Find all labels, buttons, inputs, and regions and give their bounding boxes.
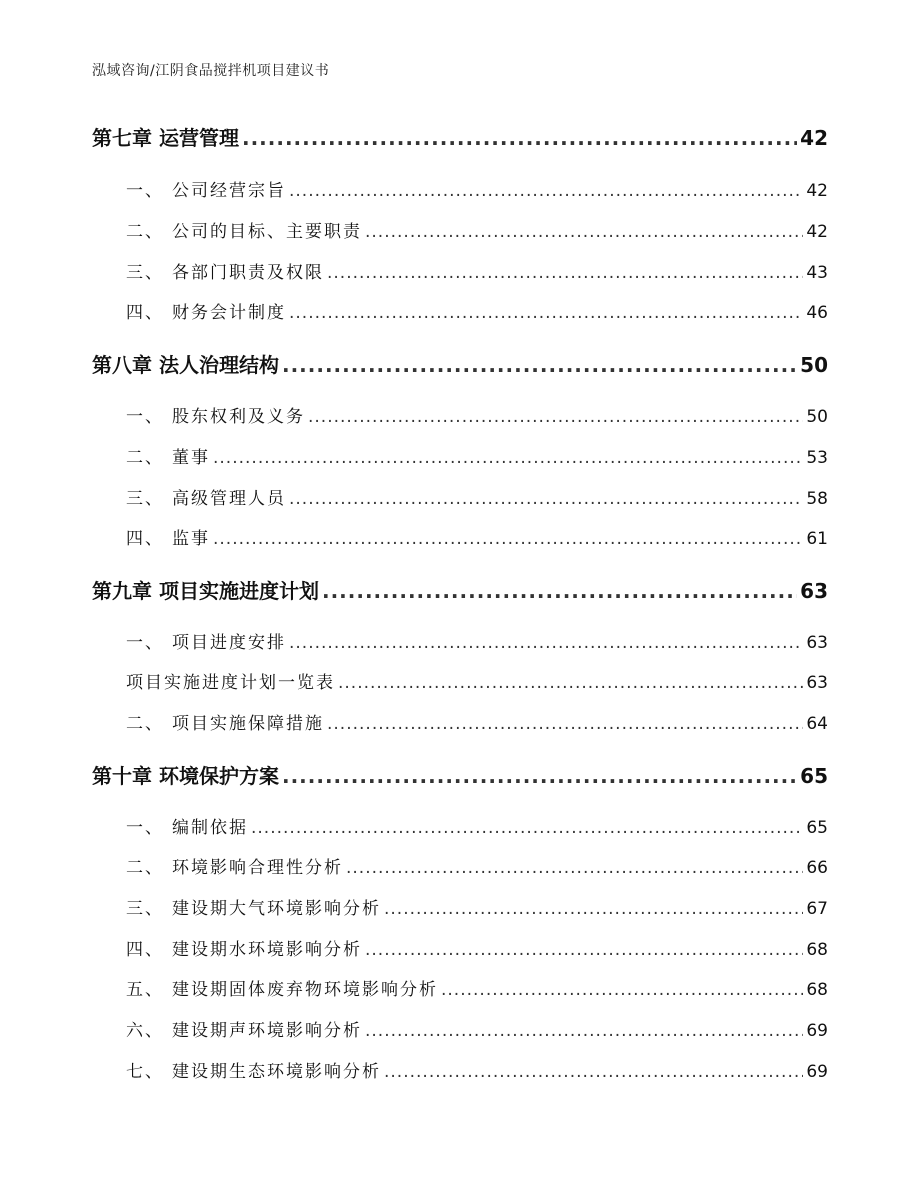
leader-dots (441, 980, 803, 1000)
toc-page-number: 58 (806, 489, 828, 509)
toc-section-number: 一、 (126, 818, 164, 838)
leader-dots (322, 579, 797, 603)
leader-dots (327, 263, 803, 283)
toc-entry-title: 董事 (172, 448, 210, 468)
toc-entry-title: 第七章 运营管理 (92, 126, 239, 150)
toc-chapter-10[interactable] (0, 760, 920, 789)
toc-section-number: 六、 (126, 1021, 164, 1041)
toc-entry-title: 第九章 项目实施进度计划 (92, 579, 319, 603)
toc-page-number: 63 (806, 633, 828, 653)
leader-dots (384, 1062, 803, 1082)
toc-page-number: 67 (806, 899, 828, 919)
toc-section[interactable] (0, 1057, 920, 1082)
toc-section[interactable] (0, 217, 920, 242)
toc-entry-title: 项目实施进度计划一览表 (126, 673, 335, 693)
leader-dots (365, 940, 803, 960)
toc-section-number: 四、 (126, 529, 164, 549)
toc-page-number: 46 (806, 303, 828, 323)
toc-entry-title: 建设期声环境影响分析 (172, 1021, 362, 1041)
toc-entry-title: 建设期大气环境影响分析 (172, 899, 381, 919)
toc-entry-title: 各部门职责及权限 (172, 263, 324, 283)
toc-chapter-9[interactable] (0, 575, 920, 604)
leader-dots (365, 222, 803, 242)
leader-dots (289, 181, 803, 201)
toc-page-number: 50 (806, 407, 828, 427)
toc-page-number: 63 (800, 579, 828, 603)
leader-dots (384, 899, 803, 919)
toc-page-number: 42 (800, 126, 828, 150)
page-header: 泓域咨询/江阴食品搅拌机项目建议书 (92, 63, 330, 79)
leader-dots (213, 448, 803, 468)
toc-page-number: 50 (800, 353, 828, 377)
toc-entry-title: 建设期固体废弃物环境影响分析 (172, 980, 438, 1000)
toc-page-number: 64 (806, 714, 828, 734)
toc-section[interactable] (0, 443, 920, 468)
leader-dots (346, 858, 803, 878)
leader-dots (251, 818, 803, 838)
toc-chapter-7[interactable] (0, 122, 920, 151)
toc-entry-title: 项目进度安排 (172, 633, 286, 653)
toc-entry-title: 建设期水环境影响分析 (172, 940, 362, 960)
toc-entry-title: 第八章 法人治理结构 (92, 353, 279, 377)
toc-section[interactable] (0, 975, 920, 1000)
toc-page-number: 42 (806, 222, 828, 242)
toc-page-number: 68 (806, 980, 828, 1000)
toc-section[interactable] (0, 813, 920, 838)
toc-section[interactable] (0, 258, 920, 283)
toc-section-number: 五、 (126, 980, 164, 1000)
leader-dots (308, 407, 803, 427)
toc-page-number: 66 (806, 858, 828, 878)
leader-dots (213, 529, 803, 549)
leader-dots (282, 764, 797, 788)
toc-section-number: 三、 (126, 899, 164, 919)
leader-dots (289, 633, 803, 653)
toc-page-number: 42 (806, 181, 828, 201)
toc-entry-title: 第十章 环境保护方案 (92, 764, 279, 788)
toc-chapter-8[interactable] (0, 349, 920, 378)
toc-section-number: 一、 (126, 407, 164, 427)
toc-page-number: 61 (806, 529, 828, 549)
leader-dots (282, 353, 797, 377)
toc-section-number: 二、 (126, 714, 164, 734)
toc-entry-title: 建设期生态环境影响分析 (172, 1062, 381, 1082)
toc-section-number: 二、 (126, 448, 164, 468)
toc-entry-title: 编制依据 (172, 818, 248, 838)
toc-section-number: 三、 (126, 489, 164, 509)
toc-section[interactable] (0, 628, 920, 653)
toc-section-number: 三、 (126, 263, 164, 283)
toc-entry-title: 高级管理人员 (172, 489, 286, 509)
leader-dots (338, 673, 803, 693)
toc-page-number: 65 (800, 764, 828, 788)
toc-section-number: 一、 (126, 181, 164, 201)
toc-section[interactable] (0, 524, 920, 549)
toc-section[interactable] (0, 853, 920, 878)
leader-dots (365, 1021, 803, 1041)
toc-section-number: 一、 (126, 633, 164, 653)
leader-dots (327, 714, 803, 734)
toc-section[interactable] (0, 1016, 920, 1041)
toc-section-number: 四、 (126, 940, 164, 960)
leader-dots (289, 303, 803, 323)
toc-entry-title: 监事 (172, 529, 210, 549)
toc-section-number: 二、 (126, 222, 164, 242)
toc-page-number: 65 (806, 818, 828, 838)
leader-dots (289, 489, 803, 509)
leader-dots (242, 126, 797, 150)
toc-section[interactable] (0, 709, 920, 734)
toc-section[interactable] (0, 668, 920, 693)
toc-entry-title: 公司的目标、主要职责 (172, 222, 362, 242)
toc-entry-title: 项目实施保障措施 (172, 714, 324, 734)
toc-section[interactable] (0, 402, 920, 427)
toc-section[interactable] (0, 935, 920, 960)
toc-section-number: 七、 (126, 1062, 164, 1082)
toc-section[interactable] (0, 894, 920, 919)
toc-entry-title: 环境影响合理性分析 (172, 858, 343, 878)
toc-entry-title: 股东权利及义务 (172, 407, 305, 427)
toc-section-number: 二、 (126, 858, 164, 878)
toc-section[interactable] (0, 484, 920, 509)
toc-page-number: 69 (806, 1021, 828, 1041)
toc-page-number: 43 (806, 263, 828, 283)
toc-section[interactable] (0, 298, 920, 323)
toc-page-number: 69 (806, 1062, 828, 1082)
toc-page-number: 68 (806, 940, 828, 960)
toc-page-number: 63 (806, 673, 828, 693)
toc-page-number: 53 (806, 448, 828, 468)
toc-entry-title: 公司经营宗旨 (172, 181, 286, 201)
toc-entry-title: 财务会计制度 (172, 303, 286, 323)
toc-section[interactable] (0, 176, 920, 201)
toc-section-number: 四、 (126, 303, 164, 323)
